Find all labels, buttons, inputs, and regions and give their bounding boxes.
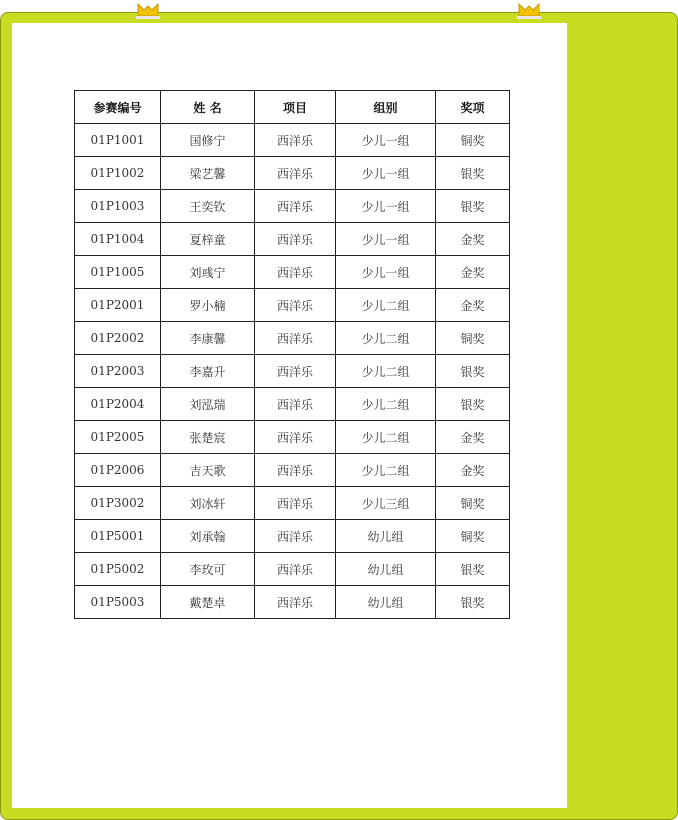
cell-name: 罗小楠 xyxy=(161,289,255,322)
cell-entry-number: 01P1003 xyxy=(75,190,161,223)
header-category: 项目 xyxy=(255,91,336,124)
cell-award: 金奖 xyxy=(436,421,510,454)
cell-award: 铜奖 xyxy=(436,520,510,553)
cell-name: 梁艺馨 xyxy=(161,157,255,190)
document-page xyxy=(12,23,567,808)
cell-name: 吉天歌 xyxy=(161,454,255,487)
cell-entry-number: 01P1002 xyxy=(75,157,161,190)
cell-group: 少儿一组 xyxy=(336,256,436,289)
header-name: 姓 名 xyxy=(161,91,255,124)
cell-category: 西洋乐 xyxy=(255,553,336,586)
cell-name: 李玫可 xyxy=(161,553,255,586)
cell-entry-number: 01P5001 xyxy=(75,520,161,553)
cell-category: 西洋乐 xyxy=(255,487,336,520)
cell-entry-number: 01P2001 xyxy=(75,289,161,322)
cell-group: 少儿一组 xyxy=(336,223,436,256)
cell-name: 李嘉升 xyxy=(161,355,255,388)
table-row xyxy=(75,157,510,190)
cell-award: 金奖 xyxy=(436,223,510,256)
cell-group: 少儿三组 xyxy=(336,487,436,520)
cell-category: 西洋乐 xyxy=(255,388,336,421)
cell-category: 西洋乐 xyxy=(255,289,336,322)
cell-entry-number: 01P5003 xyxy=(75,586,161,619)
results-table xyxy=(74,90,510,619)
cell-category: 西洋乐 xyxy=(255,190,336,223)
cell-entry-number: 01P2005 xyxy=(75,421,161,454)
cell-name: 刘冰轩 xyxy=(161,487,255,520)
table-row xyxy=(75,520,510,553)
cell-name: 王奕钦 xyxy=(161,190,255,223)
table-row xyxy=(75,487,510,520)
table-row xyxy=(75,355,510,388)
cell-award: 金奖 xyxy=(436,454,510,487)
cell-name: 戴楚卓 xyxy=(161,586,255,619)
table-row xyxy=(75,289,510,322)
cell-entry-number: 01P5002 xyxy=(75,553,161,586)
cell-entry-number: 01P2002 xyxy=(75,322,161,355)
cell-category: 西洋乐 xyxy=(255,421,336,454)
binder-clip-icon xyxy=(517,2,541,20)
table-row xyxy=(75,190,510,223)
cell-entry-number: 01P2006 xyxy=(75,454,161,487)
cell-award: 银奖 xyxy=(436,355,510,388)
cell-award: 银奖 xyxy=(436,553,510,586)
cell-entry-number: 01P1004 xyxy=(75,223,161,256)
table-row xyxy=(75,256,510,289)
cell-award: 铜奖 xyxy=(436,487,510,520)
cell-category: 西洋乐 xyxy=(255,454,336,487)
table-row xyxy=(75,223,510,256)
table-row xyxy=(75,124,510,157)
header-entry-number: 参赛编号 xyxy=(75,91,161,124)
cell-group: 幼儿组 xyxy=(336,553,436,586)
cell-category: 西洋乐 xyxy=(255,355,336,388)
cell-category: 西洋乐 xyxy=(255,256,336,289)
cell-award: 银奖 xyxy=(436,388,510,421)
table-row xyxy=(75,454,510,487)
table-row xyxy=(75,586,510,619)
cell-group: 幼儿组 xyxy=(336,586,436,619)
cell-group: 少儿一组 xyxy=(336,157,436,190)
table-row xyxy=(75,322,510,355)
cell-award: 铜奖 xyxy=(436,322,510,355)
cell-entry-number: 01P2004 xyxy=(75,388,161,421)
cell-name: 国修宁 xyxy=(161,124,255,157)
cell-category: 西洋乐 xyxy=(255,520,336,553)
cell-award: 银奖 xyxy=(436,586,510,619)
cell-entry-number: 01P1001 xyxy=(75,124,161,157)
header-award: 奖项 xyxy=(436,91,510,124)
cell-group: 少儿二组 xyxy=(336,355,436,388)
cell-category: 西洋乐 xyxy=(255,586,336,619)
cell-group: 少儿一组 xyxy=(336,124,436,157)
cell-group: 少儿二组 xyxy=(336,289,436,322)
cell-award: 铜奖 xyxy=(436,124,510,157)
cell-category: 西洋乐 xyxy=(255,124,336,157)
table-row xyxy=(75,388,510,421)
cell-entry-number: 01P3002 xyxy=(75,487,161,520)
table-header-row xyxy=(75,91,510,124)
cell-name: 张楚宸 xyxy=(161,421,255,454)
cell-name: 刘泓瑞 xyxy=(161,388,255,421)
cell-group: 少儿二组 xyxy=(336,454,436,487)
cell-award: 金奖 xyxy=(436,289,510,322)
cell-group: 少儿二组 xyxy=(336,421,436,454)
cell-award: 银奖 xyxy=(436,157,510,190)
cell-award: 银奖 xyxy=(436,190,510,223)
cell-category: 西洋乐 xyxy=(255,223,336,256)
cell-name: 刘彧宁 xyxy=(161,256,255,289)
binder-clip-icon xyxy=(136,2,160,20)
cell-group: 少儿二组 xyxy=(336,388,436,421)
cell-group: 少儿二组 xyxy=(336,322,436,355)
header-group: 组别 xyxy=(336,91,436,124)
cell-entry-number: 01P2003 xyxy=(75,355,161,388)
table-row xyxy=(75,421,510,454)
cell-award: 金奖 xyxy=(436,256,510,289)
cell-group: 少儿一组 xyxy=(336,190,436,223)
cell-group: 幼儿组 xyxy=(336,520,436,553)
cell-name: 夏梓童 xyxy=(161,223,255,256)
cell-category: 西洋乐 xyxy=(255,322,336,355)
cell-name: 刘承翰 xyxy=(161,520,255,553)
cell-category: 西洋乐 xyxy=(255,157,336,190)
cell-entry-number: 01P1005 xyxy=(75,256,161,289)
table-row xyxy=(75,553,510,586)
cell-name: 李康馨 xyxy=(161,322,255,355)
